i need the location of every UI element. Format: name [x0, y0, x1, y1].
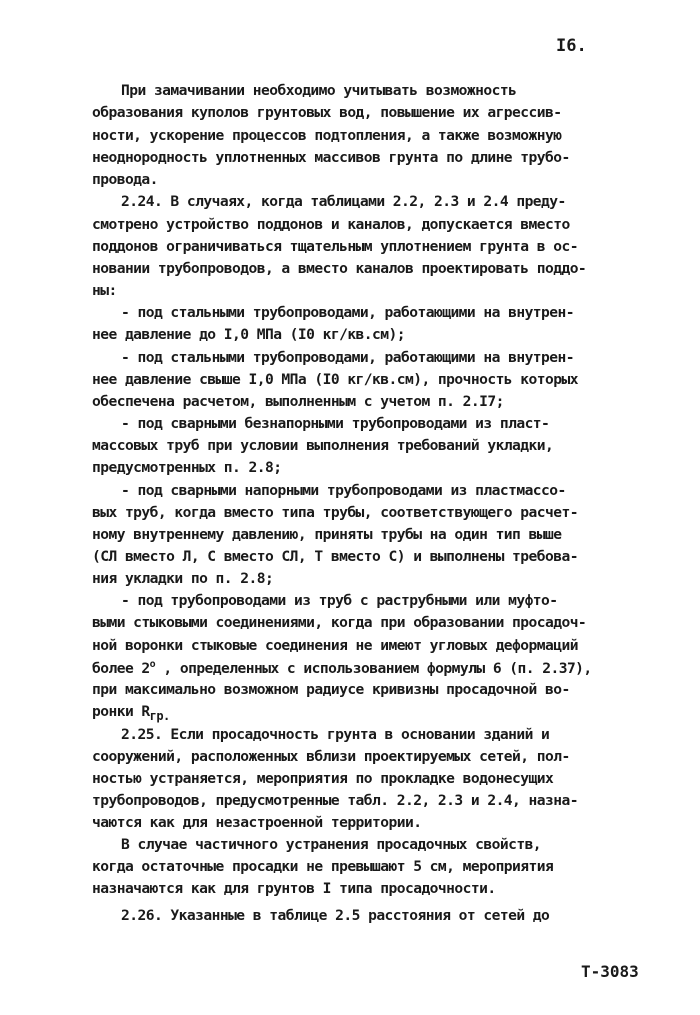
text-line: сооружений, расположенных вблизи проектируемых сетей, пол- — [92, 748, 570, 765]
text-line: - под стальными трубопроводами, работающими на внутрен- — [121, 349, 574, 366]
text-line: При замачивании необходимо учитывать возможность — [121, 82, 517, 99]
text-line: ностью устраняется, мероприятия по прокладке водонесущих — [92, 770, 554, 787]
text-line: - под сварными напорными трубопроводами из пластмассо- — [121, 482, 566, 499]
page-number: I6. — [556, 36, 587, 56]
text-line: - под стальными трубопроводами, работающими на внутрен- — [121, 304, 574, 321]
text-line: - под трубопроводами из труб с раструбными или муфто- — [121, 592, 558, 609]
text-line: массовых труб при условии выполнения требований укладки, — [92, 437, 554, 454]
text-line: выми стыковыми соединениями, когда при образовании просадоч- — [92, 614, 587, 631]
text-line: 2.26. Указанные в таблице 2.5 расстояния от сетей до — [121, 907, 550, 924]
text-line: поддонов ограничиваться тщательным уплотнением грунта в ос- — [92, 238, 578, 255]
text-line: ны: — [92, 282, 117, 299]
text-line: нее давление свыше I,0 МПа (I0 кг/кв.см), прочность которых — [92, 371, 578, 388]
text-line: назначаются как для грунтов I типа просадочности. — [92, 880, 496, 897]
text-fragment: ронки R — [92, 703, 150, 720]
text-line: вых труб, когда вместо типа трубы, соответствующего расчет- — [92, 504, 578, 521]
text-line: В случае частичного устранения просадочных свойств, — [121, 836, 542, 853]
degree-superscript: o — [149, 659, 156, 670]
subscript-gr: гр. — [149, 708, 170, 723]
document-code: Т-3083 — [581, 962, 639, 981]
text-line: смотрено устройство поддонов и каналов, допускается вместо — [92, 216, 570, 233]
text-line — [92, 659, 592, 677]
text-line: ному внутреннему давлению, приняты трубы на один тип выше — [92, 526, 562, 543]
text-line: 2.25. Если просадочность грунта в основании зданий и — [121, 726, 550, 743]
text-line — [92, 703, 170, 723]
text-line: при максимально возможном радиусе кривизны просадочной во- — [92, 681, 570, 698]
text-line: чаются как для незастроенной территории. — [92, 814, 422, 831]
text-line: образования куполов грунтовых вод, повышение их агрессив- — [92, 104, 562, 121]
text-line: - под сварными безнапорными трубопроводами из пласт- — [121, 415, 550, 432]
text-fragment: более 2 — [92, 659, 150, 677]
text-line: когда остаточные просадки не превышают 5 см, мероприятия — [92, 858, 554, 875]
text-line: ности, ускорение процессов подтопления, а также возможную — [92, 127, 562, 144]
text-line: обеспечена расчетом, выполненным с учетом п. 2.I7; — [92, 393, 504, 410]
text-line: ния укладки по п. 2.8; — [92, 570, 274, 587]
text-line: неоднородность уплотненных массивов грунта по длине трубо- — [92, 149, 570, 166]
text-line: трубопроводов, предусмотренные табл. 2.2, 2.3 и 2.4, назна- — [92, 792, 578, 809]
text-fragment: , определенных с использованием формулы 6 (п. 2.37), — [155, 659, 592, 677]
text-line: 2.24. В случаях, когда таблицами 2.2, 2.3 и 2.4 преду- — [121, 193, 566, 210]
text-line: ной воронки стыковые соединения не имеют угловых деформаций — [92, 637, 578, 654]
text-line: провода. — [92, 171, 158, 188]
text-line: новании трубопроводов, а вместо каналов проектировать поддо- — [92, 260, 587, 277]
text-line: (СЛ вместо Л, С вместо СЛ, Т вместо С) и выполнены требова- — [92, 548, 578, 565]
text-line: предусмотренных п. 2.8; — [92, 459, 282, 476]
text-line: нее давление до I,0 МПа (I0 кг/кв.см); — [92, 326, 405, 343]
